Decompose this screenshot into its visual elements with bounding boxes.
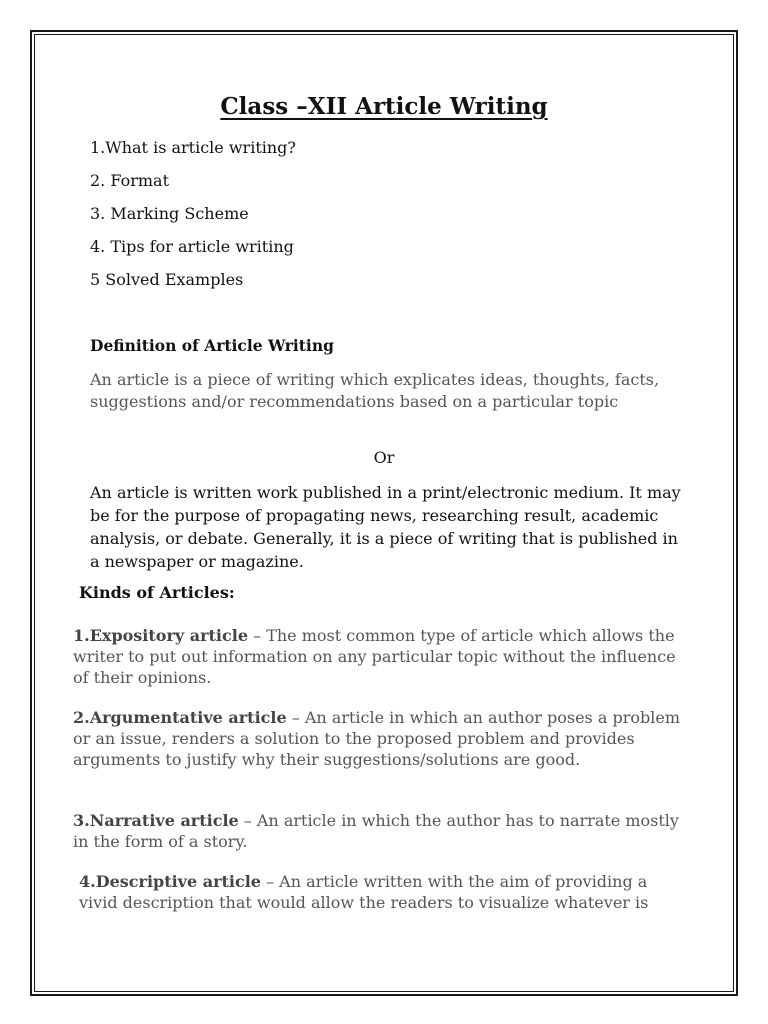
kind-name: 1.Expository article: [73, 626, 249, 645]
toc-item: 1.What is article writing?: [90, 138, 296, 157]
toc-item: 2. Format: [90, 171, 169, 190]
or-separator: Or: [373, 448, 395, 467]
kind-item-argumentative: [73, 707, 683, 770]
kind-description: – The most common type of article which allows the writer to put out information on any particular topic without the influence of their opinions.: [73, 626, 676, 687]
document-title: Class –XII Article Writing: [220, 93, 548, 120]
kind-item-narrative: [73, 810, 683, 852]
kind-description: – An article in which the author has to narrate mostly in the form of a story.: [73, 811, 679, 851]
kind-name: 2.Argumentative article: [73, 708, 287, 727]
kind-item-expository: [73, 625, 683, 688]
definition-heading: Definition of Article Writing: [90, 336, 334, 355]
kind-description: – An article in which an author poses a problem or an issue, renders a solution to the proposed problem and provides arguments to justify why their suggestions/solutions are good.: [73, 708, 680, 769]
kind-item-descriptive: [79, 871, 684, 913]
kind-name: 3.Narrative article: [73, 811, 239, 830]
toc-item: 4. Tips for article writing: [90, 237, 294, 256]
kind-description: – An article written with the aim of providing a vivid description that would allow the readers to visualize whatever is: [79, 872, 649, 912]
table-of-contents: [90, 137, 296, 302]
toc-item: 5 Solved Examples: [90, 270, 244, 289]
definition-paragraph-1: An article is a piece of writing which explicates ideas, thoughts, facts, suggestions and/or recommendations based on a particular topic: [90, 370, 660, 411]
kinds-heading: Kinds of Articles:: [79, 583, 235, 602]
definition-paragraph-2: An article is written work published in a print/electronic medium. It may be for the purpose of propagating news, researching result, academic analysis, or debate. Generally, it is a piece of writing that is published in a newspaper or magazine.: [90, 483, 681, 571]
toc-item: 3. Marking Scheme: [90, 204, 249, 223]
kind-name: 4.Descriptive article: [79, 872, 261, 891]
